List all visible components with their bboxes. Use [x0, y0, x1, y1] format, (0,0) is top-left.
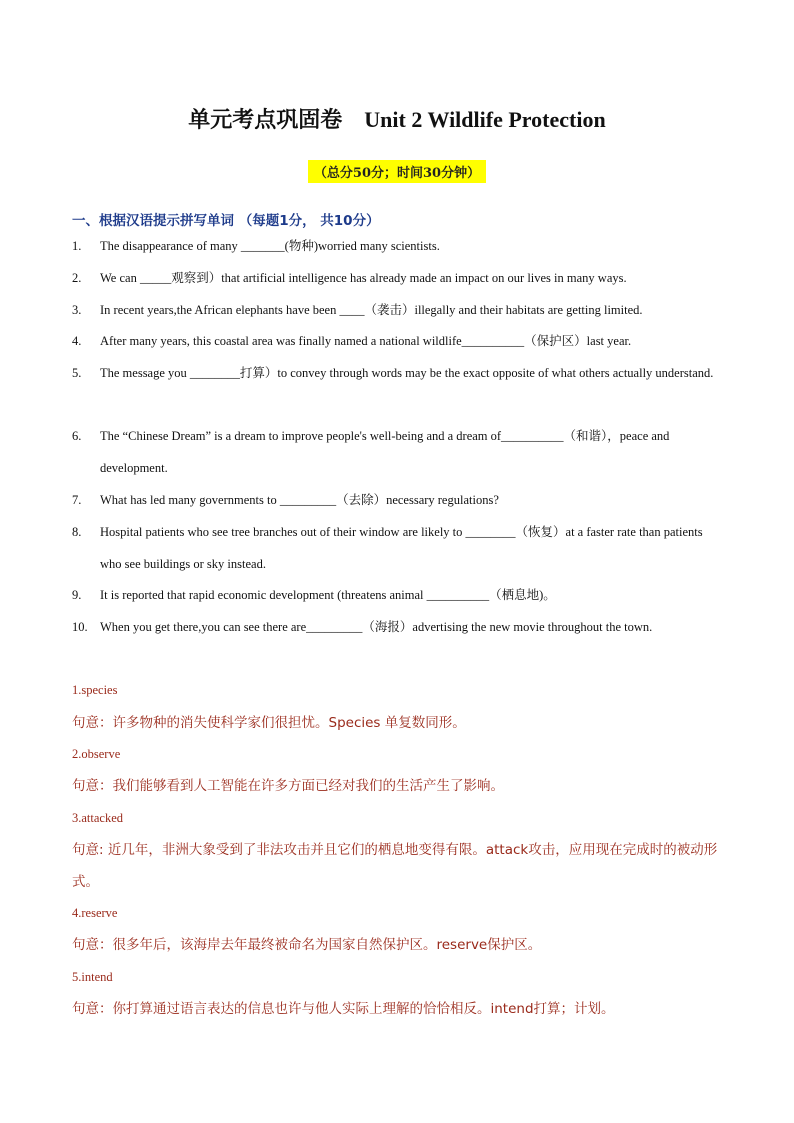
question-text: Hospital patients who see tree branches out of their window are likely to ________（恢复）at a faster rate than patients who see buildings or sky instead.: [100, 525, 703, 571]
page-title: 单元考点巩固卷 Unit 2 Wildlife Protection: [188, 107, 606, 132]
answer-word: 5.intend: [72, 970, 113, 984]
question-text: We can _____观察到）that artificial intelligence has already made an impact on our lives in many ways.: [100, 271, 627, 285]
question-text: What has led many governments to _________（去除）necessary regulations?: [100, 493, 499, 507]
question-text: The message you ________打算）to convey through words may be the exact opposite of what others actually understand.: [100, 366, 714, 380]
question-number: 6.: [72, 429, 82, 443]
question-item: [72, 579, 722, 611]
answer-word: 3.attacked: [72, 811, 124, 825]
question-item: [72, 325, 722, 357]
answer-explanation: 句意：我们能够看到人工智能在许多方面已经对我们的生活产生了影响。: [72, 778, 504, 794]
question-item: [72, 484, 722, 516]
answer-explanation: 句意：许多物种的消失使科学家们很担忧。Species 单复数同形。: [72, 715, 466, 731]
question-item: [72, 516, 722, 580]
question-text: The disappearance of many _______(物种)worried many scientists.: [100, 239, 440, 253]
question-text: It is reported that rapid economic development (threatens animal __________（栖息地)。: [100, 588, 556, 602]
question-number: 8.: [72, 525, 82, 539]
answer-explanation: 句意: 近几年，非洲大象受到了非法攻击并且它们的栖息地变得有限。attack攻击，应用现在完成时的被动形式。: [72, 842, 718, 890]
answer-word: 2.observe: [72, 747, 121, 761]
question-number: 4.: [72, 334, 82, 348]
question-number: 9.: [72, 588, 82, 602]
question-item: [72, 230, 722, 262]
question-item: [72, 294, 722, 326]
question-number: 10.: [72, 620, 88, 634]
score-time-subtitle: （总分50分；时间30分钟）: [308, 160, 486, 183]
question-number: 3.: [72, 303, 82, 317]
section-heading: 一、根据汉语提示拼写单词 （每题1分， 共10分）: [72, 213, 380, 229]
question-number: 1.: [72, 239, 82, 253]
subtitle-container: [0, 160, 794, 183]
question-number: 5.: [72, 366, 82, 380]
question-item: [72, 420, 722, 484]
question-number: 2.: [72, 271, 82, 285]
answer-explanation: 句意：很多年后，该海岸去年最终被命名为国家自然保护区。reserve保护区。: [72, 937, 542, 953]
answer-word: 4.reserve: [72, 906, 118, 920]
question-text: When you get there,you can see there are_________（海报）advertising the new movie throughout the town.: [100, 620, 653, 634]
answer-word: 1.species: [72, 683, 118, 697]
question-item: [72, 357, 722, 389]
question-text: After many years, this coastal area was finally named a national wildlife__________（保护区）last year.: [100, 334, 632, 348]
answer-explanation: 句意：你打算通过语言表达的信息也许与他人实际上理解的恰恰相反。intend打算；计划。: [72, 1001, 615, 1017]
question-text: The “Chinese Dream” is a dream to improve people's well-being and a dream of__________（和谐），peace and development.: [100, 429, 670, 475]
question-number: 7.: [72, 493, 82, 507]
question-item: [72, 611, 722, 643]
question-text: In recent years,the African elephants have been ____（袭击）illegally and their habitats are getting limited.: [100, 303, 643, 317]
question-item: [72, 262, 722, 294]
